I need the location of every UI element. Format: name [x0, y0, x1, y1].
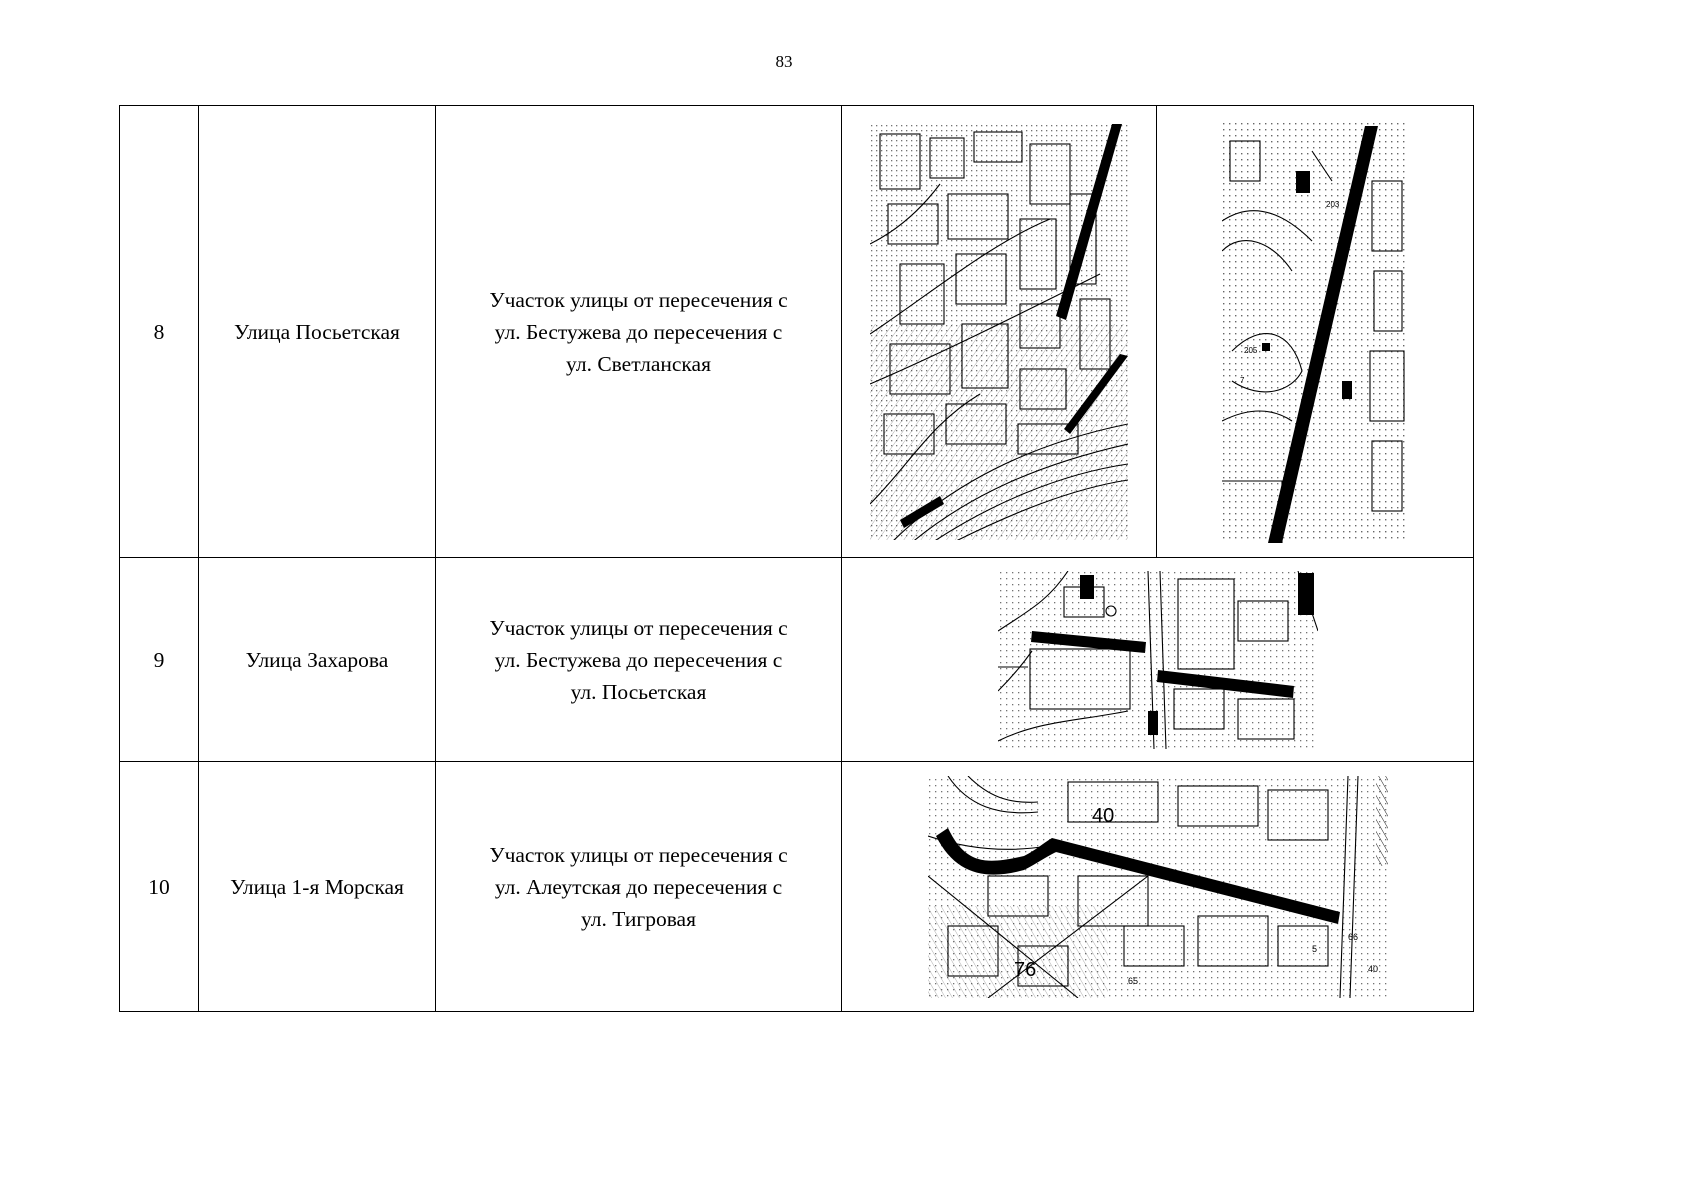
map-image-poset-detail: [1222, 121, 1408, 543]
map-label: 7: [1240, 375, 1245, 385]
map-cell: [1157, 106, 1474, 558]
description-line: Участок улицы от пересечения с: [489, 615, 788, 640]
description-line: ул. Тигровая: [580, 906, 696, 931]
map-label: 40: [1091, 804, 1114, 827]
table-row: [120, 762, 1474, 1012]
row-number: 8: [120, 106, 199, 558]
map-label: 20: [1299, 574, 1310, 585]
description-line: ул. Посьетская: [570, 679, 707, 704]
row-number: 10: [120, 762, 199, 1012]
streets-table: [119, 105, 1474, 1012]
description-line: ул. Бестужева до пересечения с: [494, 647, 783, 672]
row-number: 9: [120, 558, 199, 762]
map-cell: [842, 106, 1157, 558]
map-label: 40: [1367, 963, 1378, 974]
map-label: 205: [1244, 345, 1258, 355]
description-line: ул. Бестужева до пересечения с: [494, 319, 783, 344]
description-line: Участок улицы от пересечения с: [489, 287, 788, 312]
table-row: [120, 558, 1474, 762]
description-line: ул. Алеутская до пересечения с: [494, 874, 783, 899]
map-image-zakharova: [998, 571, 1318, 749]
street-name: Улица Захарова: [199, 558, 436, 762]
description-line: ул. Светланская: [566, 351, 711, 376]
section-description: [436, 558, 842, 762]
map-label: 65: [1127, 975, 1138, 986]
map-label: 76: [1013, 958, 1036, 981]
map-cell: [842, 558, 1474, 762]
map-label: 5: [1311, 943, 1317, 954]
map-image-poset-overview: [870, 124, 1128, 540]
description-line: Участок улицы от пересечения с: [489, 842, 788, 867]
map-image-1st-morskaya: [928, 776, 1388, 998]
section-description: [436, 762, 842, 1012]
street-name: Улица 1-я Морская: [199, 762, 436, 1012]
table-row: [120, 106, 1474, 558]
section-description: [436, 106, 842, 558]
map-label: 203: [1326, 199, 1340, 209]
page-number: 83: [775, 52, 793, 71]
map-label: 5: [1330, 299, 1335, 309]
map-label: 66: [1347, 931, 1358, 942]
street-name: Улица Посьетская: [199, 106, 436, 558]
map-cell: [842, 762, 1474, 1012]
